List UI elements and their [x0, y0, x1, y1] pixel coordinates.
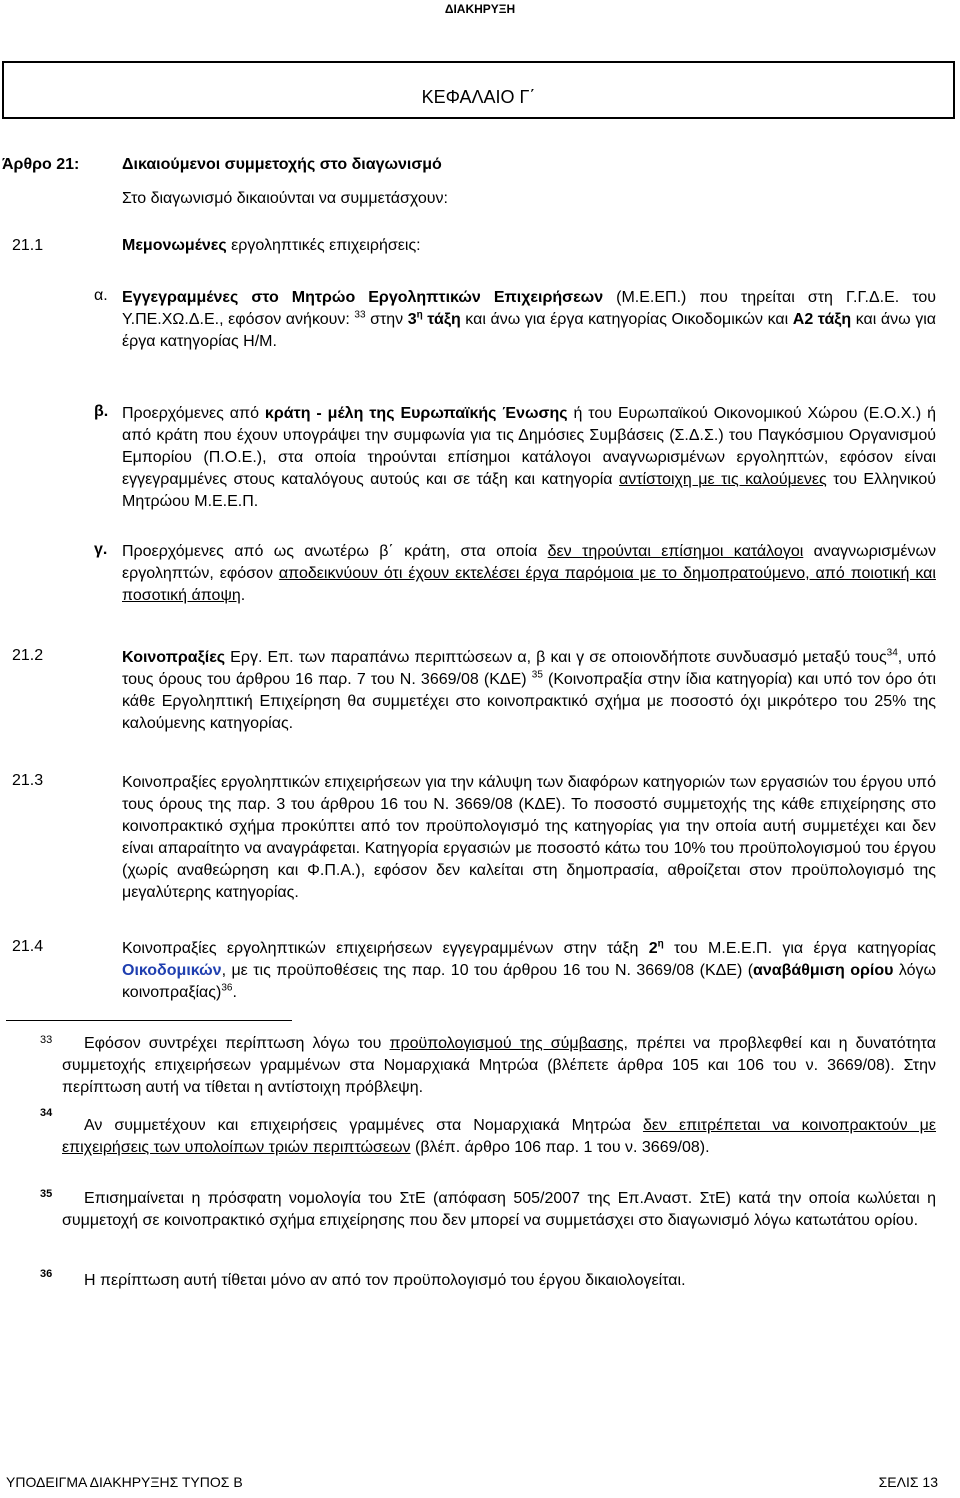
- chapter-box: [2, 61, 955, 119]
- section-21-4-text: Κοινοπραξίες εργοληπτικών επιχειρήσεων εγγεγραμμένων στην τάξη $2^\eta$ του Μ.Ε.Ε.Π. για έργα κατηγορίας Οικοδομικών, με τις προϋποθέσεις της παρ. 10 του άρθρου 16 του Ν. 3669/08 (ΚΔΕ) (αναβάθμιση ορίου λόγω κοινοπραξίας)$^{36}$.: [122, 938, 937, 1001]
- article-title: Δικαιούμενοι συμμετοχής στο διαγωνισμό: [122, 156, 442, 173]
- footnote-separator: [6, 1020, 292, 1021]
- article-intro: Στο διαγωνισμό δικαιούνται να συμμετάσχουν:: [122, 190, 448, 207]
- footer-left: ΥΠΟΔΕΙΓΜΑ ΔΙΑΚΗΡΥΞΗΣ ΤΥΠΟΣ Β: [6, 1474, 243, 1490]
- footnote-33-text: Εφόσον συντρέχει περίπτωση λόγω του προϋπολογισμού της σύμβασης, πρέπει να προβλεφθεί και η δυνατότητα συμμετοχής επιχειρήσεων γραμμένων στα Νομαρχιακά Μητρώα (βλέπετε άρθρα 105 και 106 του ν. 3669/08). Στην περίπτωση αυτή να τίθεται η αντίστοιχη πρόβλεψη.: [62, 1035, 937, 1096]
- section-21-4-number: 21.4: [12, 938, 44, 955]
- section-21-1-number: 21.1: [12, 237, 44, 254]
- item-a-marker: α.: [94, 287, 108, 304]
- section-21-3-number: 21.3: [12, 772, 44, 789]
- footnote-33-number: 33: [40, 1034, 53, 1046]
- footnote-ref-33: 33: [354, 309, 366, 321]
- footnote-36-number: 36: [40, 1268, 53, 1280]
- footnote-34-number: 34: [40, 1107, 53, 1119]
- footer-page-number: ΣΕΛΙΣ 13: [878, 1474, 938, 1490]
- item-a-text: Εγγεγραμμένες στο Μητρώο Εργοληπτικών Επιχειρήσεων (Μ.Ε.ΕΠ.) που τηρείται στη Γ.Γ.Δ.Ε. του Υ.ΠΕ.ΧΩ.Δ.Ε., εφόσον ανήκουν: $^{33}$ στην $3^\eta$ τάξη και άνω για έργα κατηγορίας Οικοδομικών και Α2 τάξη και άνω για έργα κατηγορίας Η/Μ.: [122, 289, 937, 350]
- section-21-3-text: Κοινοπραξίες εργοληπτικών επιχειρήσεων για την κάλυψη των διαφόρων κατηγοριών των εργασιών του έργου υπό τους όρους της παρ. 3 του άρθρου 16 του Ν. 3669/08 (ΚΔΕ). Το ποσοστό συμμετοχής της κάθε επιχείρησης στο κοινοπρακτικό σχήμα προκύπτει από τον προϋπολογισμό της κατηγορίας για την οποία αυτή συμμετέχει και δεν είναι απαραίτητο να αναγράφεται. Κατηγορία εργασιών με ποσοστό κάτω του 10% του προϋπολογισμού του έργου (χωρίς αναθεώρηση και Φ.Π.Α.), εφόσον δεν καλείται στη δημοπρασία, αθροίζεται στον προϋπολογισμό της μεγαλύτερης κατηγορίας.: [122, 774, 936, 901]
- footnote-35-number: 35: [40, 1188, 53, 1200]
- item-b-marker: β.: [94, 403, 109, 420]
- item-c-marker: γ.: [94, 541, 108, 558]
- footnote-ref-35: 35: [531, 669, 543, 681]
- footnote-34-text: Αν συμμετέχουν και επιχειρήσεις γραμμένες στα Νομαρχιακά Μητρώα δεν επιτρέπεται να κοινοπρακτούν με επιχειρήσεις των υπολοίπων τριών περιπτώσεων (βλέπ. άρθρο 106 παρ. 1 του ν. 3669/08).: [62, 1117, 937, 1156]
- document-header: ΔΙΑΚΗΡΥΞΗ: [444, 2, 516, 16]
- footnote-ref-36: 36: [221, 982, 233, 994]
- section-21-1-title: Μεμονωμένες εργοληπτικές επιχειρήσεις:: [122, 237, 421, 254]
- footnote-36-text: Η περίπτωση αυτή τίθεται μόνο αν από τον προϋπολογισμό του έργου δικαιολογείται.: [84, 1272, 686, 1289]
- article-number: Άρθρο 21:: [2, 156, 80, 173]
- footnote-ref-34: 34: [886, 647, 898, 659]
- section-21-2-text: Κοινοπραξίες Εργ. Επ. των παραπάνω περιπτώσεων α, β και γ σε οποιονδήποτε συνδυασμό μεταξύ τους$^{34}$, υπό τους όρους του άρθρου 16 παρ. 7 του Ν. 3669/08 (ΚΔΕ) $^{35}$ (Κοινοπραξία στην ίδια κατηγορία) και υπό τον όρο ότι κάθε Εργοληπτική Επιχείρηση θα συμμετέχει στο κοινοπρακτικό σχήμα με ποσοστό όχι μικρότερο του 25% της καλούμενης κατηγορίας.: [122, 647, 937, 732]
- item-c-text: Προερχόμενες από ως ανωτέρω β΄ κράτη, στα οποία δεν τηρούνται επίσημοι κατάλογοι αναγνωρισμένων εργοληπτών, εφόσον αποδεικνύουν ότι έχουν εκτελέσει έργα παρόμοια με το δημοπρατούμενο, από ποιοτική και ποσοτική άποψη.: [122, 543, 937, 604]
- footnote-35-text: Επισημαίνεται η πρόσφατη νομολογία του ΣτΕ (απόφαση 505/2007 της Επ.Αναστ. ΣτΕ) κατά την οποία κωλύεται η συμμετοχή σε κοινοπρακτικό σχήμα επιχείρησης που δεν μπορεί να συμμετάσχει στο διαγωνισμό λόγω κατωτάτου ορίου.: [62, 1190, 936, 1229]
- item-b-text: Προερχόμενες από κράτη - μέλη της Ευρωπαϊκής Ένωσης ή του Ευρωπαϊκού Οικονομικού Χώρου (Ε.Ο.Χ.) ή από κράτη που έχουν υπογράψει την συμφωνία για τις Δημόσιες Συμβάσεις (Σ.Δ.Σ.) του Παγκόσμιου Οργανισμού Εμπορίου (Π.Ο.Ε.), στα οποία τηρούνται επίσημοι κατάλογοι αναγνωρισμένων εργοληπτών, εφόσον είναι εγγεγραμμένες στους καταλόγους αυτούς και σε τάξη και κατηγορία αντίστοιχη με τις καλούμενες του Ελληνικού Μητρώου Μ.Ε.Ε.Π.: [122, 405, 936, 510]
- chapter-title: ΚΕΦΑΛΑΙΟ Γ΄: [421, 87, 536, 107]
- section-21-2-number: 21.2: [12, 647, 44, 664]
